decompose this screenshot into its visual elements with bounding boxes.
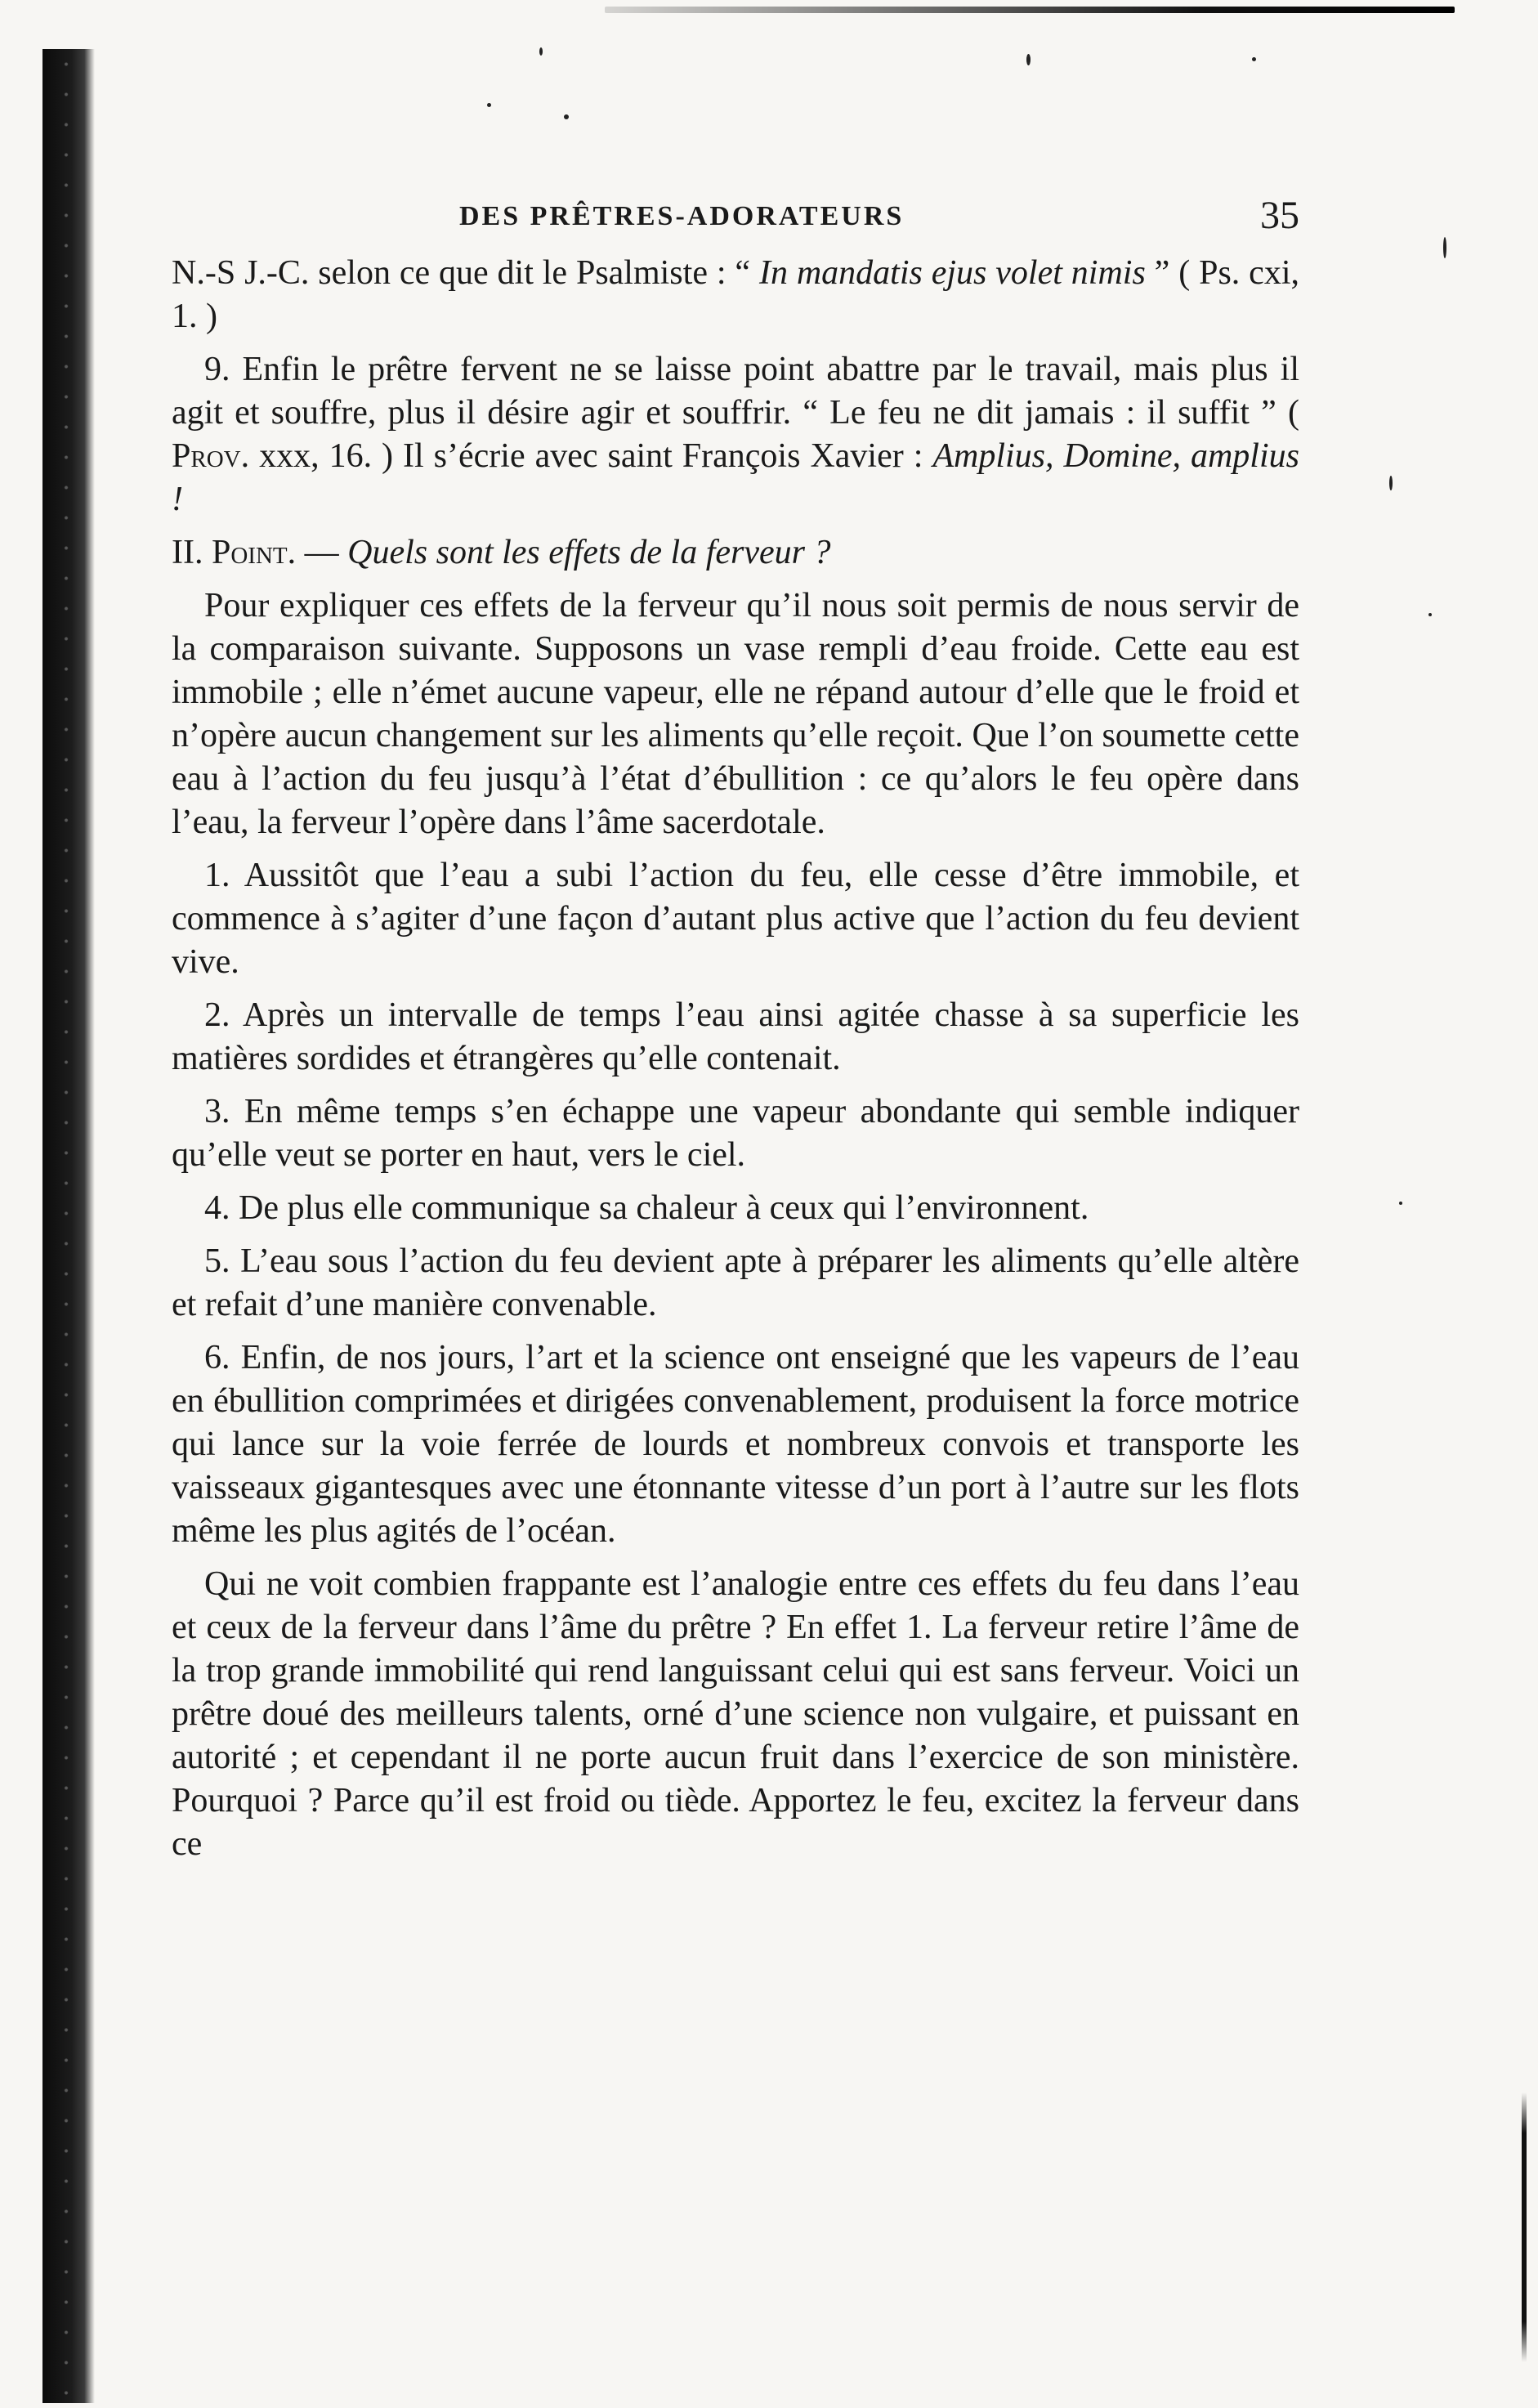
- page-header: [172, 193, 1299, 245]
- effect-item-4: 4. De plus elle communique sa chaleur à ceux qui l’environnent.: [204, 1189, 1089, 1227]
- scan-edge-mark: [1522, 2092, 1527, 2362]
- spine-texture: [57, 49, 82, 2403]
- effect-item-1: 1. Aussitôt que l’eau a subi l’action du feu, elle cesse d’être immobile, et commence à s’agiter d’une façon d’autant plus active que l’action du feu devient vive.: [172, 857, 1299, 981]
- effect-item-3: 3. En même temps s’en échappe une vapeur abondante qui semble indiquer qu’elle veut se porter en haut, vers le ciel.: [172, 1093, 1299, 1174]
- effect-item-5: 5. L’eau sous l’action du feu devient apte à préparer les aliments qu’elle altère et refait d’une manière convenable.: [172, 1242, 1299, 1323]
- section-heading-point-2: [172, 531, 1299, 575]
- effect-item-6: 6. Enfin, de nos jours, l’art et la science ont enseigné que les vapeurs de l’eau en ébullition comprimées et dirigées convenablement, produisent la force motrice qui lance sur la voie ferrée de lourds et nombreux convois et transporte les vaisseaux gigantesques avec une étonnante vitesse d’un port à l’autre sur les flots même les plus agités de l’océan.: [172, 1339, 1299, 1550]
- point-word: Point.: [211, 534, 297, 571]
- proverbs-reference: Prov.: [172, 437, 250, 475]
- scan-speck: [539, 47, 543, 56]
- running-title: DES PRÊTRES-ADORATEURS: [459, 201, 905, 231]
- text-run: 9. Enfin le prêtre fervent ne se laisse point abattre par le travail, mais plus il agit et souffre, plus il désire agir et souffrir. “ Le feu ne dit jamais : il suffit ” (: [172, 351, 1299, 432]
- scan-edge-rule: [605, 7, 1455, 13]
- paragraph-item-9: [172, 348, 1299, 521]
- scan-speck: [1389, 476, 1393, 490]
- scan-speck: [1026, 54, 1031, 65]
- effect-item-2: 2. Après un intervalle de temps l’eau ainsi agitée chasse à sa superficie les matières sordides et étrangères qu’elle contenait.: [172, 996, 1299, 1077]
- scan-speck: [1443, 237, 1446, 258]
- scan-speck: [1399, 1202, 1402, 1205]
- text-run: ” ( Ps. cxi, 1. ): [172, 254, 1299, 335]
- scan-speck: [1428, 613, 1432, 616]
- scan-speck: [487, 103, 491, 107]
- heading-dash: —: [296, 534, 348, 571]
- latin-exclamation: Amplius, Domine, amplius !: [172, 437, 1299, 518]
- text-run: N.-S J.-C. selon ce que dit le Psalmiste : “: [172, 254, 759, 292]
- paragraph-psalm-quote: [172, 252, 1299, 338]
- point-title: Quels sont les effets de la ferveur ?: [347, 534, 831, 571]
- text-run: xxx, 16. ) Il s’écrie avec saint François Xavier :: [249, 437, 933, 475]
- page-body: [172, 252, 1299, 1876]
- point-number: II.: [172, 534, 212, 571]
- paragraph-explanation: Pour expliquer ces effets de la ferveur qu’il nous soit permis de nous servir de la comparaison suivante. Supposons un vase rempli d’eau froide. Cette eau est immobile ; elle n’émet aucune vapeur, elle ne répand autour d’elle que le froid et n’opère aucun changement sur les aliments qu’elle reçoit. Que l’on soumette cette eau à l’action du feu jusqu’à l’état d’ébullition : ce qu’alors le feu opère dans l’eau, la ferveur l’opère dans l’âme sacerdotale.: [172, 587, 1299, 841]
- scan-speck: [564, 114, 569, 119]
- paragraph-conclusion: Qui ne voit combien frappante est l’analogie entre ces effets du feu dans l’eau et ceux de la ferveur dans l’âme du prêtre ? En effet 1. La ferveur retire l’âme de la trop grande immobilité qui rend languissant celui qui est sans ferveur. Voici un prêtre doué des meilleurs talents, orné d’une science non vulgaire, et puissant en autorité ; et cependant il ne porte aucun fruit dans l’exercice de son ministère. Pourquoi ? Parce qu’il est froid ou tiède. Apportez le feu, excitez la ferveur dans ce: [172, 1565, 1299, 1863]
- latin-quote: In mandatis ejus volet nimis: [758, 254, 1146, 292]
- page-number: 35: [1260, 194, 1299, 237]
- scan-speck: [1252, 57, 1256, 61]
